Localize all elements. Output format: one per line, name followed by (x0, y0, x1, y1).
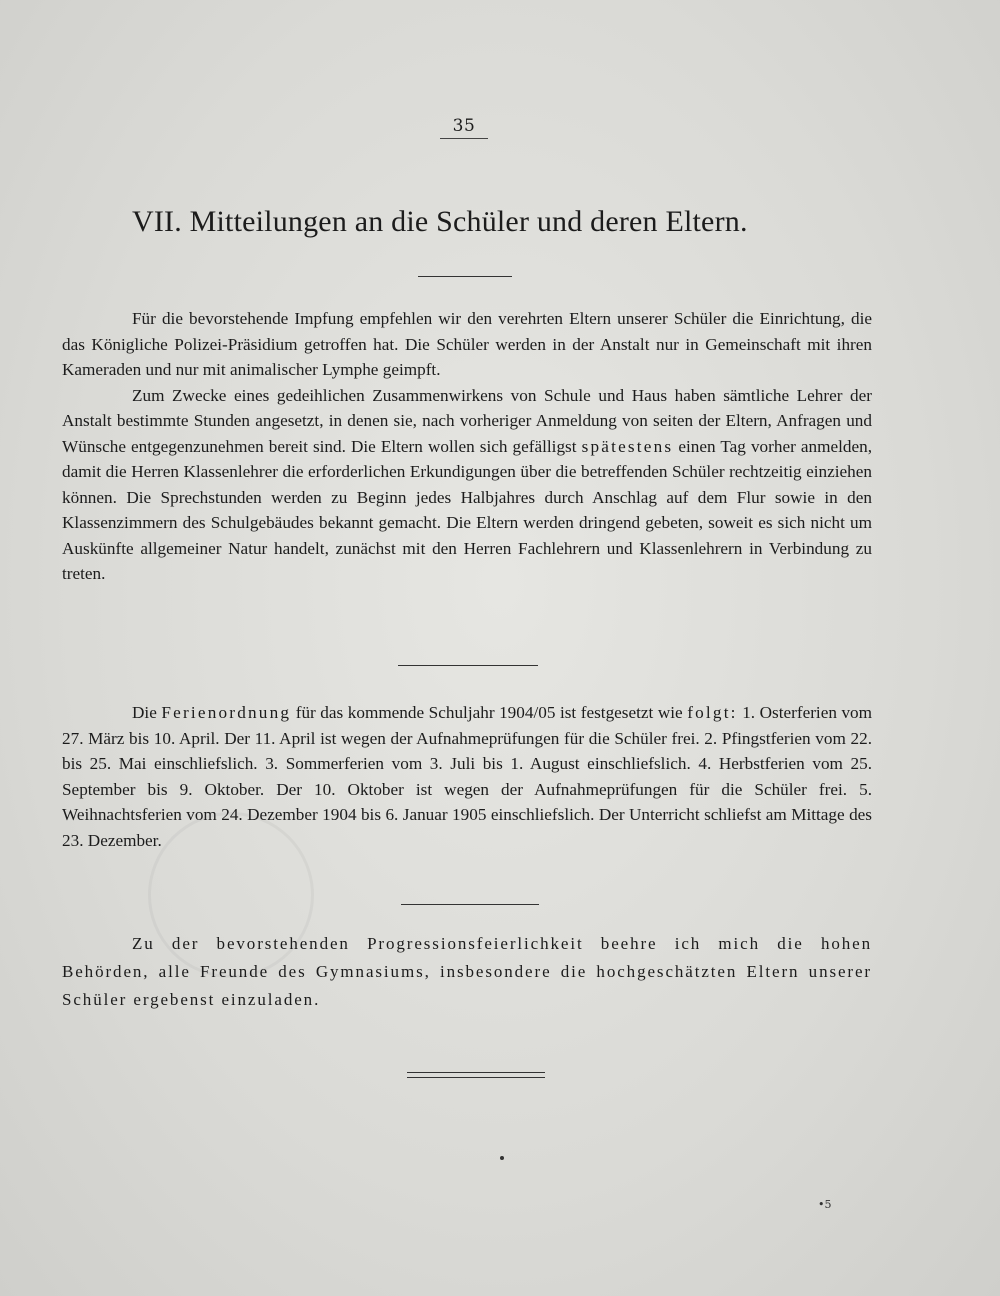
holiday-text-end: 1. Osterferien vom 27. März bis 10. April. Der 11. April ist wegen der Aufnahmeprüfungen für die Schüler frei. 2. Pfingstferien vom 22. bis 25. Mai einschliefslich. 3. Sommerferien vom 3. Juli bis 1. August einschliefslich. 4. Herbstferien vom 25. September bis 9. Oktober. Der 10. Oktober ist wegen der Aufnahmeprüfungen für die Schüler frei. 5. Weihnachtsferien vom 24. Dezember 1904 bis 6. Januar 1905 einschliefslich. Der Unterricht schliefst am Mittage des 23. Dezember. (62, 703, 873, 850)
sheet-signature-mark: •5 (818, 1198, 832, 1211)
divider-rule (418, 276, 512, 277)
consultation-text-end: einen Tag vorher anmelden, damit die Herren Klassenlehrer die erforderlichen Erkundigungen über die betreffenden Schüler rechtzeitig einziehen können. Die Sprechstunden werden zu Beginn jedes Halbjahres durch Anschlag auf dem Flur sowie in den Klassenzimmern des Schulgebäudes bekannt gemacht. Die Eltern werden dringend gebeten, soweit es sich nicht um Auskünfte allgemeiner Natur handelt, zunächst mit den Herren Fachlehrern und Klassenlehrern in Verbindung zu treten. (62, 436, 872, 583)
invitation-section (62, 930, 872, 1014)
divider-rule (398, 665, 538, 666)
consultation-text-start: Zum Zwecke eines gedeihlichen Zusammenwirkens von Schule und Haus haben sämtliche Lehrer der Anstalt bestimmte Stunden angesetzt, in denen sie, nach vorheriger Anmeldung von seiten der Eltern, Anfragen und Wünsche entgegenzunehmen bereit sind. Die Eltern wollen sich gefälligst (62, 385, 872, 456)
section-title: VII. Mitteilungen an die Schüler und deren Eltern. (132, 205, 748, 238)
closing-double-rule-top (407, 1072, 545, 1073)
closing-double-rule-bottom (407, 1077, 545, 1078)
holiday-lead: Die (132, 703, 157, 722)
vaccination-paragraph: Für die bevorstehende Impfung empfehlen wir den verehrten Eltern unserer Schüler die Einrichtung, die das Königliche Polizei-Präsidium getroffen hat. Die Schüler werden in der Anstalt nur in Gemeinschaft mit ihren Kameraden und nur mit animalischer Lymphe geimpft. (62, 309, 872, 379)
consultation-paragraph (62, 383, 872, 587)
page-number-rule (440, 138, 488, 139)
holiday-text-start: für das kommende Schuljahr 1904/05 ist festgesetzt wie (295, 703, 683, 722)
holiday-emphasis: Ferienordnung (161, 703, 292, 722)
page-number: 35 (452, 116, 476, 136)
holiday-emphasis-follows: folgt: (687, 703, 738, 722)
emphasized-word: spätestens (581, 436, 674, 456)
vaccination-and-consultation-section (62, 306, 872, 587)
invitation-paragraph: Zu der bevorstehenden Progressionsfeierlichkeit beehre ich mich die hohen Behörden, alle Freunde des Gymnasiums, insbesondere die hochgeschätzten Eltern unserer Schüler ergebenst einzuladen. (62, 934, 872, 1009)
ink-dot (500, 1156, 504, 1160)
divider-rule (401, 904, 539, 905)
